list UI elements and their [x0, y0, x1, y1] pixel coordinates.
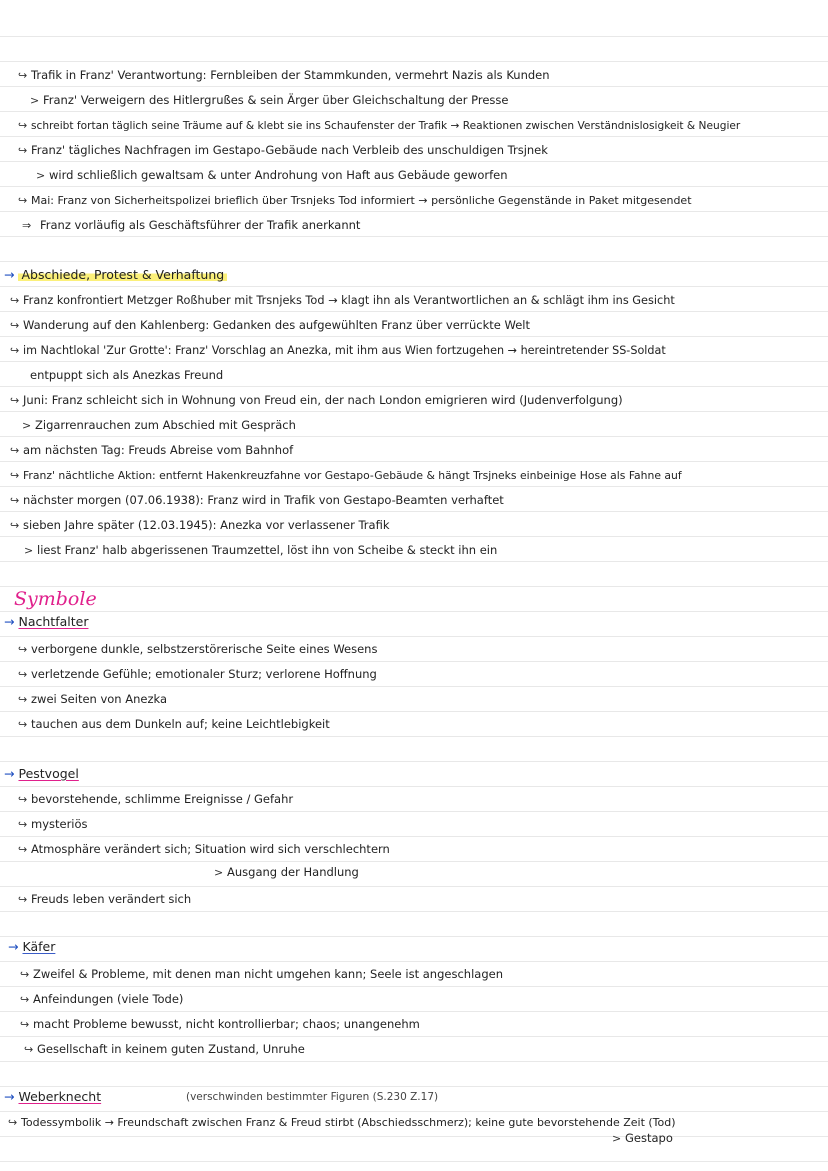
- note-line: [24, 1041, 822, 1057]
- note-line: [22, 217, 822, 233]
- arrow-right-icon: →: [4, 766, 15, 781]
- note-text: Freuds leben verändert sich: [31, 892, 192, 906]
- heading-text: Abschiede, Protest & Verhaftung: [18, 267, 227, 282]
- greater-than-icon: >: [214, 866, 224, 879]
- hook-arrow-icon: ↪: [18, 693, 28, 706]
- greater-than-icon: >: [30, 94, 40, 107]
- heading-text: Käfer: [22, 939, 56, 954]
- note-text: verletzende Gefühle; emotionaler Sturz; verlorene Hoffnung: [31, 667, 377, 681]
- hook-arrow-icon: ↪: [10, 294, 20, 307]
- note-line: [10, 442, 822, 458]
- note-text: Wanderung auf den Kahlenberg: Gedanken des aufgewühlten Franz über verrückte Welt: [23, 318, 531, 332]
- note-text: nächster morgen (07.06.1938): Franz wird in Trafik von Gestapo-Beamten verhaftet: [23, 493, 504, 507]
- greater-than-icon: >: [36, 169, 46, 182]
- hook-arrow-icon: ↪: [20, 968, 30, 981]
- greater-than-icon: >: [22, 419, 32, 432]
- note-line: [18, 641, 822, 657]
- note-line: [36, 167, 822, 183]
- note-text: Franz vorläufig als Geschäftsführer der Trafik anerkannt: [40, 218, 361, 232]
- note-text: Gesellschaft in keinem guten Zustand, Unruhe: [37, 1042, 305, 1056]
- note-line: [18, 192, 822, 208]
- hook-arrow-icon: ↪: [18, 818, 28, 831]
- greater-than-icon: >: [24, 544, 34, 557]
- note-text: Ausgang der Handlung: [227, 865, 359, 879]
- note-line: [18, 716, 822, 732]
- arrow-right-icon: →: [4, 614, 15, 629]
- note-text: am nächsten Tag: Freuds Abreise vom Bahnhof: [23, 443, 294, 457]
- note-line: [18, 142, 822, 158]
- hook-arrow-icon: ↪: [18, 643, 28, 656]
- note-line: [20, 991, 822, 1007]
- hook-arrow-icon: ↪: [18, 144, 28, 157]
- hook-arrow-icon: ↪: [10, 494, 20, 507]
- note-text: Zigarrenrauchen zum Abschied mit Gespräch: [35, 418, 296, 432]
- symbol-heading-nachtfalter: [4, 614, 88, 630]
- note-line: [20, 966, 822, 982]
- implies-arrow-icon: ⇒: [22, 219, 32, 232]
- note-text: Franz' nächtliche Aktion: entfernt Hakenkreuzfahne vor Gestapo-Gebäude & hängt Trsjneks einbeinige Hose als Fahne auf: [23, 469, 682, 482]
- hook-arrow-icon: ↪: [18, 194, 28, 207]
- note-text: mysteriös: [31, 817, 88, 831]
- hook-arrow-icon: ↪: [8, 1116, 18, 1129]
- symbol-heading-pestvogel: [4, 766, 79, 782]
- note-text: Franz konfrontiert Metzger Roßhuber mit Trsnjeks Tod → klagt ihn als Verantwortlichen an & schlägt ihm ins Gesicht: [23, 294, 675, 307]
- note-text: macht Probleme bewusst, nicht kontrollierbar; chaos; unangenehm: [33, 1017, 420, 1031]
- note-line: [10, 392, 822, 408]
- note-line: [18, 791, 822, 807]
- note-line: [18, 691, 822, 707]
- note-text: im Nachtlokal 'Zur Grotte': Franz' Vorschlag an Anezka, mit ihm aus Wien fortzugehen → hereintretender SS-Soldat: [23, 344, 666, 357]
- hook-arrow-icon: ↪: [20, 1018, 30, 1031]
- hook-arrow-icon: ↪: [10, 319, 20, 332]
- arrow-right-icon: →: [4, 267, 15, 282]
- hook-arrow-icon: ↪: [18, 893, 28, 906]
- note-line: [8, 1114, 822, 1130]
- note-text: Franz' tägliches Nachfragen im Gestapo-Gebäude nach Verbleib des unschuldigen Trsjnek: [31, 143, 548, 157]
- note-line: [18, 67, 822, 83]
- hook-arrow-icon: ↪: [10, 394, 20, 407]
- hook-arrow-icon: ↪: [10, 469, 20, 482]
- hook-arrow-icon: ↪: [10, 344, 20, 357]
- heading-text: Pestvogel: [18, 766, 79, 781]
- symbol-heading-weberknecht: [4, 1089, 101, 1105]
- note-line: [10, 317, 822, 333]
- note-line: [10, 492, 822, 508]
- note-line: [18, 891, 822, 907]
- heading-text: Weberknecht: [18, 1089, 102, 1104]
- note-text: zwei Seiten von Anezka: [31, 692, 168, 706]
- hook-arrow-icon: ↪: [20, 993, 30, 1006]
- note-text: Zweifel & Probleme, mit denen man nicht umgehen kann; Seele ist angeschlagen: [33, 967, 503, 981]
- note-line: [18, 117, 822, 133]
- section-heading: [4, 267, 227, 283]
- arrow-right-icon: →: [4, 1089, 15, 1104]
- note-text: bevorstehende, schlimme Ereignisse / Gefahr: [31, 792, 294, 806]
- note-text: Mai: Franz von Sicherheitspolizei brieflich über Trsnjeks Tod informiert → persönliche Gegenstände in Paket mitgesendet: [31, 194, 692, 207]
- note-text: Trafik in Franz' Verantwortung: Fernbleiben der Stammkunden, vermehrt Nazis als Kunden: [31, 68, 550, 82]
- hook-arrow-icon: ↪: [18, 793, 28, 806]
- hook-arrow-icon: ↪: [18, 119, 28, 132]
- arrow-right-icon: →: [8, 939, 19, 954]
- note-line: [214, 864, 359, 881]
- note-text: liest Franz' halb abgerissenen Traumzettel, löst ihn von Scheibe & steckt ihn ein: [37, 543, 498, 557]
- note-text: entpuppt sich als Anezkas Freund: [30, 368, 224, 382]
- hook-arrow-icon: ↪: [18, 718, 28, 731]
- note-text: Franz' Verweigern des Hitlergrußes & sein Ärger über Gleichschaltung der Presse: [43, 93, 509, 107]
- greater-than-icon: >: [612, 1132, 622, 1145]
- note-text: sieben Jahre später (12.03.1945): Anezka vor verlassener Trafik: [23, 518, 390, 532]
- hook-arrow-icon: ↪: [24, 1043, 34, 1056]
- hook-arrow-icon: ↪: [18, 843, 28, 856]
- note-line: [20, 1016, 822, 1032]
- note-line: [10, 292, 822, 308]
- note-text: tauchen aus dem Dunkeln auf; keine Leichtlebigkeit: [31, 717, 330, 731]
- note-text: Gestapo: [625, 1131, 673, 1145]
- note-text: Todessymbolik → Freundschaft zwischen Franz & Freud stirbt (Abschiedsschmerz); keine gute bevorstehende Zeit (Tod): [21, 1116, 676, 1129]
- note-text: verborgene dunkle, selbstzerstörerische Seite eines Wesens: [31, 642, 378, 656]
- hook-arrow-icon: ↪: [10, 519, 20, 532]
- note-text: Anfeindungen (viele Tode): [33, 992, 184, 1006]
- note-line: [612, 1130, 673, 1147]
- note-line: [24, 542, 822, 558]
- note-line: [30, 367, 822, 383]
- note-line: [30, 92, 822, 108]
- note-text: Atmosphäre verändert sich; Situation wird sich verschlechtern: [31, 842, 390, 856]
- note-line: [10, 342, 822, 358]
- note-line: [18, 666, 822, 682]
- note-line: [10, 517, 822, 533]
- note-text: Juni: Franz schleicht sich in Wohnung von Freud ein, der nach London emigrieren wird (Judenverfolgung): [23, 393, 623, 407]
- note-text: schreibt fortan täglich seine Träume auf & klebt sie ins Schaufenster der Trafik → Reaktionen zwischen Verständnislosigkeit & Neugier: [31, 120, 741, 132]
- symbols-title: Symbole: [14, 588, 97, 610]
- note-text: wird schließlich gewaltsam & unter Androhung von Haft aus Gebäude geworfen: [49, 168, 508, 182]
- hook-arrow-icon: ↪: [18, 69, 28, 82]
- note-line: [18, 816, 822, 832]
- note-line: [10, 467, 822, 483]
- hook-arrow-icon: ↪: [10, 444, 20, 457]
- note-line: [18, 841, 822, 857]
- note-line: [22, 417, 822, 433]
- symbol-heading-kaefer: [8, 939, 55, 955]
- hook-arrow-icon: ↪: [18, 668, 28, 681]
- heading-text: Nachtfalter: [18, 614, 89, 629]
- weberknecht-note: (verschwinden bestimmter Figuren (S.230 Z.17): [186, 1091, 439, 1103]
